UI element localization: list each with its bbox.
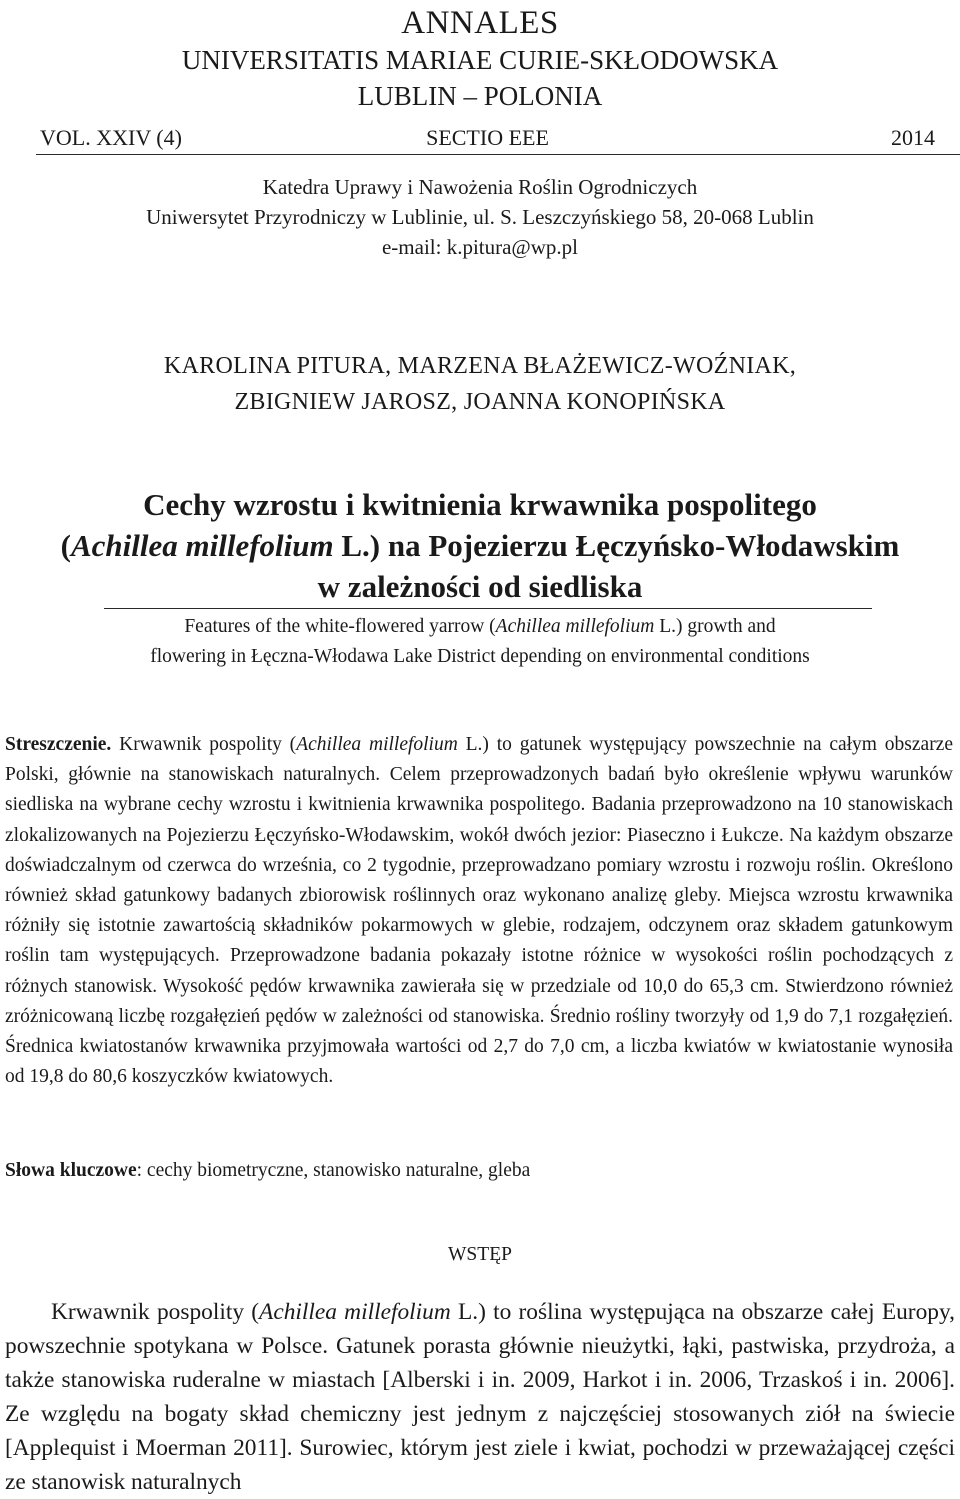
authors-line-1: KAROLINA PITURA, MARZENA BŁAŻEWICZ-WOŹNIAK, xyxy=(163,353,797,379)
affiliation-department: Katedra Uprawy i Nawożenia Roślin Ogrodniczych xyxy=(262,175,698,199)
journal-header xyxy=(0,4,960,114)
intro-text: L.) to roślina występująca na obszarze całej Europy, powszechnie spotykana w Polsce. Gatunek porasta głównie nieużytki, łąki, pastwiska, przydroża, a także stanowiska ruderalne w miastach [Alberski i in. 2009, Harkot i in. 2006, Trzaskoś i in. 2006]. Ze względu na bogaty skład chemiczny jest jednym z najczęściej stosowanych ziół na świecie [Applequist i Moerman 2011]. Surowiec, którym jest ziele i kwiat, pochodzi w przeważającej części ze stanowisk naturalnych xyxy=(5,1299,956,1495)
english-title-line-1-rest: L.) growth and xyxy=(654,616,776,637)
abstract xyxy=(5,730,953,1092)
english-title-line-1 xyxy=(0,612,960,642)
authors-line-2: ZBIGNIEW JAROSZ, JOANNA KONOPIŃSKA xyxy=(234,389,726,415)
intro-text-start: Krwawnik pospolity ( xyxy=(51,1299,260,1325)
title-species-name: Achillea millefolium xyxy=(70,528,334,563)
section-heading: WSTĘP xyxy=(448,1244,512,1265)
keywords xyxy=(5,1156,953,1186)
volume-row xyxy=(40,122,935,154)
affiliation xyxy=(0,172,960,262)
abstract-species-name: Achillea millefolium xyxy=(296,734,458,755)
publication-year: 2014 xyxy=(891,125,935,150)
keywords-text: : cechy biometryczne, stanowisko naturalne, gleba xyxy=(136,1160,531,1181)
affiliation-email: e-mail: k.pitura@wp.pl xyxy=(381,235,579,259)
journal-name: ANNALES xyxy=(401,5,559,41)
journal-city: LUBLIN – POLONIA xyxy=(357,81,603,111)
introduction-paragraph xyxy=(5,1295,955,1499)
affiliation-address: Uniwersytet Przyrodniczy w Lublinie, ul. S. Leszczyńskiego 58, 20-068 Lublin xyxy=(146,205,814,229)
title-paren: ( xyxy=(60,528,71,563)
english-title-line-2: flowering in Łęczna-Włodawa Lake District depending on environmental conditions xyxy=(150,646,810,667)
journal-section: SECTIO EEE xyxy=(426,125,549,150)
title-line-2 xyxy=(0,525,960,566)
volume-number: VOL. XXIV (4) xyxy=(40,125,182,150)
article-title xyxy=(0,484,960,607)
header-divider xyxy=(36,154,960,155)
title-line-3: w zależności od siedliska xyxy=(317,569,643,604)
title-divider xyxy=(104,608,872,609)
journal-university: UNIVERSITATIS MARIAE CURIE-SKŁODOWSKA xyxy=(181,45,779,75)
title-line-1: Cechy wzrostu i kwitnienia krwawnika pospolitego xyxy=(143,487,817,522)
english-title-start: Features of the white-flowered yarrow ( xyxy=(184,616,496,637)
abstract-text: L.) to gatunek występujący powszechnie na całym obszarze Polski, głównie na stanowiskach naturalnych. Celem przeprowadzonych badań było określenie wpływu warunków siedliska na wybrane cechy wzrostu i kwitnienia krwawnika pospolitego. Badania przeprowadzono na 10 stanowiskach zlokalizowanych na Pojezierzu Łęczyńsko-Włodawskim, wokół dwóch jezior: Piaseczno i Łukcze. Na każdym obszarze doświadczalnym od czerwca do września, co 2 tygodnie, przeprowadzano pomiary wzrostu i rozwoju roślin. Określono również skład gatunkowy badanych zbiorowisk roślinnych oraz wykonano analizę gleby. Miejsca wzrostu krwawnika różniły się istotnie zawartością składników pokarmowych w glebie, rodzajem, odczynem oraz składem gatunkowym roślin tam występujących. Przeprowadzone badania pokazały istotne różnice w wysokości roślin pochodzących z różnych stanowisk. Wysokość pędów krwawnika zawierała się w przedziale od 10,0 do 65,3 cm. Stwierdzono również zróżnicowaną liczbę rozgałęzień pędów w zależności od stanowiska. Średnio rośliny tworzyły od 1,9 do 7,1 rozgałęzień. Średnica kwiatostanów krwawnika przyjmowała wartości od 2,7 do 7,0 cm, a liczba kwiatów w kwiatostanie wynosiła od 19,8 do 80,6 koszyczków kwiatowych. xyxy=(5,734,953,1088)
keywords-label: Słowa kluczowe xyxy=(5,1160,137,1181)
abstract-label: Streszczenie. xyxy=(5,734,112,755)
author-list xyxy=(0,348,960,420)
english-title-species-name: Achillea millefolium xyxy=(495,616,655,637)
title-line-2-rest: L.) na Pojezierzu Łęczyńsko-Włodawskim xyxy=(333,528,900,563)
intro-species-name: Achillea millefolium xyxy=(259,1299,451,1325)
english-title xyxy=(0,612,960,672)
abstract-text-start: Krwawnik pospolity ( xyxy=(111,734,297,755)
